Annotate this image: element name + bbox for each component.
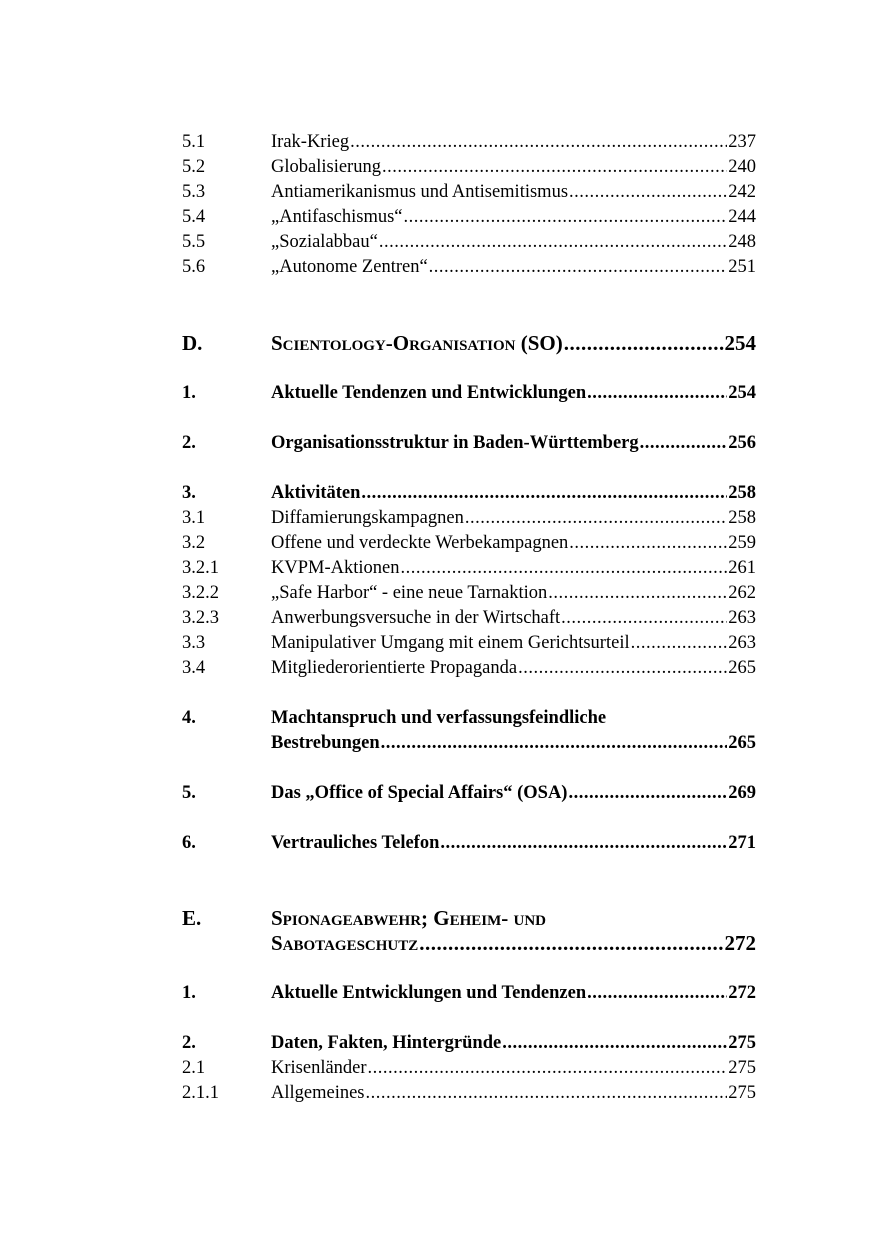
toc-number: 3.2.2 xyxy=(182,583,219,603)
toc-leader xyxy=(569,531,727,556)
toc-page: 240 xyxy=(728,157,756,177)
toc-number: E. xyxy=(182,906,202,930)
toc-number: 5.5 xyxy=(182,232,206,252)
toc-title: Irak-Krieg xyxy=(271,132,350,152)
toc-title-line1: Spionageabwehr; Geheim- und xyxy=(271,906,547,930)
toc-title: Daten, Fakten, Hintergründe xyxy=(271,1033,502,1053)
toc-entry-d2 xyxy=(182,431,756,456)
toc-number: 2.1.1 xyxy=(182,1083,219,1103)
toc-page: 275 xyxy=(728,1033,756,1053)
toc-page: 262 xyxy=(728,583,756,603)
toc-number: 2.1 xyxy=(182,1058,206,1078)
toc-page: 269 xyxy=(728,783,756,803)
toc-entry xyxy=(182,1081,756,1106)
toc-entry-d1 xyxy=(182,381,756,406)
toc-title: Organisationsstruktur in Baden-Württemberg xyxy=(271,433,639,453)
toc-entry xyxy=(182,531,756,556)
toc-number: 3.3 xyxy=(182,633,206,653)
toc-title: KVPM-Aktionen xyxy=(271,558,400,578)
toc-number: 1. xyxy=(182,383,196,403)
toc-title: Aktuelle Tendenzen und Entwicklungen xyxy=(271,383,587,403)
toc-leader xyxy=(561,606,727,631)
toc-leader xyxy=(382,155,727,180)
toc-number: 5.6 xyxy=(182,257,206,277)
toc-title-line2: Bestrebungen xyxy=(271,733,380,753)
toc-title: Aktivitäten xyxy=(271,483,361,503)
toc-page: 254 xyxy=(728,383,756,403)
toc-entry xyxy=(182,631,756,656)
toc-page: 271 xyxy=(728,833,756,853)
toc-number: 2. xyxy=(182,1033,196,1053)
toc-number: 5.2 xyxy=(182,157,206,177)
toc-page: 272 xyxy=(728,983,756,1003)
toc-title: Offene und verdeckte Werbekampagnen xyxy=(271,533,569,553)
toc-group-e2 xyxy=(182,1056,756,1106)
toc-number: 3.2 xyxy=(182,533,206,553)
toc-title: „Antifaschismus“ xyxy=(271,207,403,227)
toc-entry xyxy=(182,1056,756,1081)
toc-page: 259 xyxy=(728,533,756,553)
toc-number: 2. xyxy=(182,433,196,453)
toc-leader xyxy=(568,781,727,806)
toc-leader xyxy=(640,431,728,456)
toc-chapter-e xyxy=(182,906,756,956)
toc-leader xyxy=(569,180,727,205)
toc-number: 3.4 xyxy=(182,658,206,678)
toc-leader xyxy=(419,931,723,956)
toc-number: 4. xyxy=(182,708,196,728)
toc-leader xyxy=(350,130,727,155)
toc-leader xyxy=(564,330,724,356)
toc-entry xyxy=(182,556,756,581)
toc-title: Aktuelle Entwicklungen und Tendenzen xyxy=(271,983,587,1003)
table-of-contents xyxy=(182,130,756,1106)
toc-page: 263 xyxy=(728,608,756,628)
toc-entry-d5 xyxy=(182,781,756,806)
toc-page: 251 xyxy=(728,257,756,277)
toc-number: 1. xyxy=(182,983,196,1003)
toc-title: Allgemeines xyxy=(271,1083,365,1103)
toc-title: „Sozialabbau“ xyxy=(271,232,378,252)
toc-entry-e2 xyxy=(182,1031,756,1056)
toc-title-line2: Sabotageschutz xyxy=(271,931,419,955)
toc-page: 242 xyxy=(728,182,756,202)
toc-leader xyxy=(587,381,727,406)
toc-group-5 xyxy=(182,130,756,280)
toc-leader xyxy=(361,481,727,506)
toc-number: 6. xyxy=(182,833,196,853)
toc-number: 3.1 xyxy=(182,508,206,528)
toc-entry xyxy=(182,180,756,205)
toc-entry xyxy=(182,581,756,606)
toc-entry-d3 xyxy=(182,481,756,506)
toc-page: 265 xyxy=(728,658,756,678)
toc-title: Anwerbungsversuche in der Wirtschaft xyxy=(271,608,561,628)
toc-title: Globalisierung xyxy=(271,157,381,177)
toc-leader xyxy=(368,1056,728,1081)
toc-title: „Autonome Zentren“ xyxy=(271,257,428,277)
toc-number: 5. xyxy=(182,783,196,803)
toc-leader xyxy=(381,731,728,756)
toc-entry xyxy=(182,606,756,631)
toc-number: 3.2.3 xyxy=(182,608,219,628)
toc-title: Scientology-Organisation (SO) xyxy=(271,331,563,355)
toc-leader xyxy=(366,1081,728,1106)
toc-entry-d6 xyxy=(182,831,756,856)
toc-title: Antiamerikanismus und Antisemitismus xyxy=(271,182,569,202)
toc-leader xyxy=(429,255,728,280)
toc-leader xyxy=(440,831,727,856)
toc-number: 3.2.1 xyxy=(182,558,219,578)
toc-number: 5.1 xyxy=(182,132,206,152)
toc-page: 248 xyxy=(728,232,756,252)
toc-title: Krisenländer xyxy=(271,1058,367,1078)
toc-leader xyxy=(465,506,727,531)
toc-entry xyxy=(182,656,756,681)
toc-page: 265 xyxy=(728,733,756,753)
toc-group-3 xyxy=(182,506,756,681)
toc-title: Das „Office of Special Affairs“ (OSA) xyxy=(271,783,568,803)
toc-page: 258 xyxy=(728,508,756,528)
toc-leader xyxy=(400,556,727,581)
toc-page: 244 xyxy=(728,207,756,227)
toc-leader xyxy=(502,1031,727,1056)
toc-page: 256 xyxy=(728,433,756,453)
toc-page: 272 xyxy=(724,931,756,955)
toc-title: Vertrauliches Telefon xyxy=(271,833,440,853)
toc-page: 237 xyxy=(728,132,756,152)
toc-number: 5.3 xyxy=(182,182,206,202)
toc-entry-d4 xyxy=(182,706,756,756)
toc-leader xyxy=(548,581,727,606)
toc-page: 275 xyxy=(728,1083,756,1103)
toc-title: Diffamierungskampagnen xyxy=(271,508,464,528)
toc-page: 275 xyxy=(728,1058,756,1078)
toc-title: „Safe Harbor“ - eine neue Tarnaktion xyxy=(271,583,548,603)
toc-page: 254 xyxy=(724,331,756,355)
toc-entry xyxy=(182,255,756,280)
toc-title: Manipulativer Umgang mit einem Gerichtsurteil xyxy=(271,633,630,653)
toc-entry xyxy=(182,205,756,230)
toc-leader xyxy=(631,631,728,656)
toc-leader xyxy=(587,981,727,1006)
toc-chapter-d xyxy=(182,330,756,356)
toc-entry xyxy=(182,506,756,531)
toc-page: 261 xyxy=(728,558,756,578)
toc-leader xyxy=(404,205,728,230)
toc-leader xyxy=(518,656,727,681)
toc-entry xyxy=(182,130,756,155)
toc-number: 3. xyxy=(182,483,196,503)
toc-number: D. xyxy=(182,331,203,355)
toc-entry-e1 xyxy=(182,981,756,1006)
toc-entry xyxy=(182,230,756,255)
toc-title: Mitgliederorientierte Propaganda xyxy=(271,658,518,678)
toc-number: 5.4 xyxy=(182,207,206,227)
toc-leader xyxy=(379,230,727,255)
toc-title-line1: Machtanspruch und verfassungsfeindliche xyxy=(271,708,607,728)
toc-entry xyxy=(182,155,756,180)
toc-page: 263 xyxy=(728,633,756,653)
toc-page: 258 xyxy=(728,483,756,503)
